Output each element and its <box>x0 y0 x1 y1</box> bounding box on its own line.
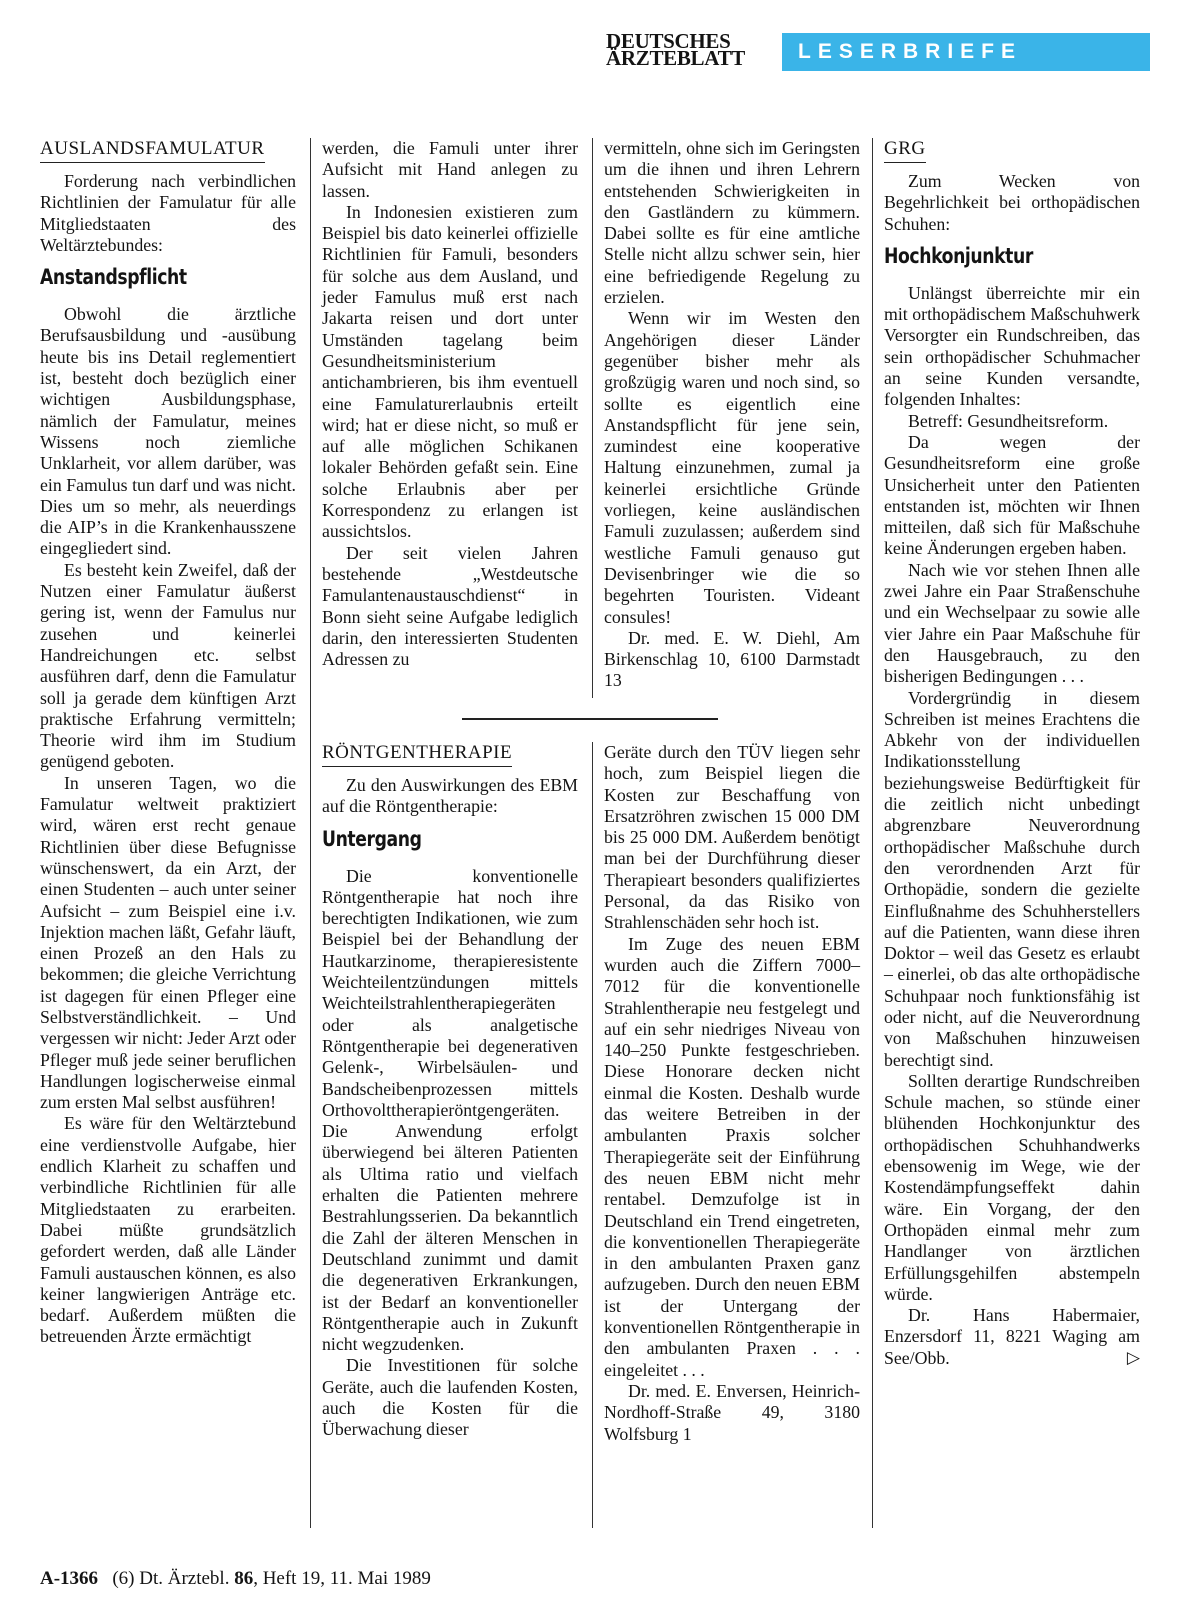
article3-paragraph: Sollten derartige Rundschreiben Schule machen, so stünde einer blühenden Hochkonjunktur des orthopädischen Schuhhandwerks ebensowenig im Wege, wie der Kostendämpfungseffekt dahin wäre. Ein Vorgang, der den Orthopäden einmal mehr zum Handlanger von ärztlichen Erfüllungsgehilfen abstempeln würde. <box>884 1070 1140 1304</box>
journal-title-line2: ÄRZTEBLATT <box>606 46 745 70</box>
article1-intro: Forderung nach verbindlichen Richtlinien der Famulatur für alle Mitgliedstaaten des Weltärztebundes: <box>40 171 296 255</box>
article3-signature: Dr. Hans Habermaier, Enzersdorf 11, 8221 Waging am See/Obb. <box>884 1305 1140 1368</box>
article3-signature-block <box>884 1305 1140 1369</box>
citation-volume: 86 <box>234 1568 254 1589</box>
article3-headline: Hochkonjunktur <box>884 243 1033 268</box>
column-divider <box>592 742 593 1528</box>
article1-paragraph: In Indonesien existieren zum Beispiel bis dato keinerlei offizielle Richtlinien für Famuli, besonders für solche aus dem Ausland, und jeder Famulus muß erst nach Jakarta reisen und dort unter Umständen tagelang beim Gesundheitsministerium antichambrieren, bis ihm eventuell eine Famulaturerlaubnis erteilt wird; hat er diese nicht, so muß er auf alle möglichen Schikanen lokaler Behörden gefaßt sein. Eine solche Erlaubnis aber per Korrespondenz zu erlangen ist aussichtslos. <box>322 201 578 542</box>
article1-paragraph: Wenn wir im Westen den Angehörigen dieser Länder gegenüber bisher mehr als großzügig waren und noch sind, so sollte es eigentlich eine Anstandspflicht für jene sein, zumindest eine kooperative Haltung einzunehmen, zumal ja keinerlei ersichtliche Gründe vorliegen, keine ausländischen Famuli zuzulassen; außerdem sind westliche Famuli genauso gut Devisenbringer wie die so begehrten Touristen. Videant consules! <box>604 308 860 627</box>
article2-paragraph: Die Investitionen für solche Geräte, auch die laufenden Kosten, auch die Kosten für die Überwachung dieser <box>322 1355 578 1440</box>
article3-paragraph: Da wegen der Gesundheitsreform eine große Unsicherheit unter den Patienten entstanden ist, möchten wir Ihnen mitteilen, daß sich für Maßschuhe keine Änderungen ergeben haben. <box>884 431 1140 559</box>
article3-paragraph: Nach wie vor stehen Ihnen alle zwei Jahre ein Paar Straßenschuhe und ein Wechselpaar zu sowie alle vier Jahre ein Paar Maßschuhe für den Hausgebrauch, zu den bisherigen Bedingungen . . . <box>884 559 1140 687</box>
article3-paragraph: Unlängst überreichte mir ein mit orthopädischem Maßschuhwerk Versorgter ein Rundschreiben, das sein orthopädischer Schuhmacher an seine Kunden versandte, folgenden Inhaltes: <box>884 282 1140 410</box>
article3-intro: Zum Wecken von Begehrlichkeit bei orthopädischen Schuhen: <box>884 171 1140 234</box>
page-footer <box>40 1568 431 1590</box>
column-divider <box>592 138 593 698</box>
article-separator <box>462 718 718 720</box>
citation-issue: , Heft 19, 11. Mai 1989 <box>253 1568 431 1589</box>
column-2-top <box>322 138 578 670</box>
article1-paragraph: Es besteht kein Zweifel, daß der Nutzen einer Famulatur äußerst gering ist, wenn der Famulus nur zusehen und keinerlei Handreichungen etc. selbst ausführen darf, denn die Famulatur soll ja gerade dem künftigen Arzt praktische Erfahrung vermitteln; Theorie wird ihm im Studium genügend geboten. <box>40 559 296 772</box>
column-divider <box>310 138 311 1528</box>
article2-signature: Dr. med. E. Enversen, Heinrich-Nordhoff-Straße 49, 3180 Wolfsburg 1 <box>604 1380 860 1444</box>
article2-headline: Untergang <box>322 826 422 851</box>
column-2-bottom <box>322 742 578 1441</box>
article2-paragraph: Im Zuge des neuen EBM wurden auch die Ziffern 7000–7012 für die konventionelle Strahlentherapie neu festgelegt und auf ein sehr niedriges Niveau von 140–250 Punkte festgeschrieben. Diese Honorare decken nicht einmal die Kosten. Deshalb wurde das weitere Betreiben in der ambulanten Praxis solcher Therapiegeräte seit der Einführung des neuen EBM nicht mehr rentabel. Demzufolge ist in Deutschland ein Trend eingetreten, die konventionellen Therapiegeräte in den ambulanten Praxen ganz aufzugeben. Durch den neuen EBM ist der Untergang der konventionellen Röntgentherapie in den ambulanten Praxen . . . eingeleitet . . . <box>604 933 860 1380</box>
article1-paragraph: werden, die Famuli unter ihrer Aufsicht mit Hand anlegen zu lassen. <box>322 138 578 201</box>
article1-signature: Dr. med. E. W. Diehl, Am Birkenschlag 10, 6100 Darmstadt 13 <box>604 627 860 691</box>
section-banner: LESERBRIEFE <box>782 33 1150 71</box>
citation-journal: (6) Dt. Ärztebl. <box>112 1568 230 1589</box>
page-number: A-1366 <box>40 1568 99 1589</box>
column-3-bottom <box>604 742 860 1445</box>
article1-paragraph: In unseren Tagen, wo die Famulatur weltweit praktiziert wird, wären erst recht genaue Richtlinien über diese Befugnisse wünschenswert, da ein Arzt, der einen Studenten – auch unter seiner Aufsicht – zum Beispiel eine i.v. Injektion machen läßt, Gefahr läuft, einen Prozeß an den Hals zu bekommen; die gleiche Verrichtung ist dagegen für einen Pfleger eine Selbstverständlichkeit. – Und vergessen wir nicht: Jeder Arzt oder Pfleger muß jede seiner beruflichen Handlungen logischerweise einmal zum ersten Mal selbst ausführen! <box>40 772 296 1113</box>
article1-paragraph: Es wäre für den Weltärztebund eine verdienstvolle Aufgabe, hier endlich Klarheit zu schaffen und verbindliche Richtlinien für alle Mitgliedstaaten zu erarbeiten. Dabei müßte grundsätzlich gefordert werden, daß alle Länder Famuli austauschen können, es also keiner langwierigen Anträge etc. bedarf. Außerdem müßten die betreuenden Ärzte ermächtigt <box>40 1113 296 1347</box>
article3-paragraph: Vordergründig in diesem Schreiben ist meines Erachtens die Abkehr von der individuellen Indikationsstellung beziehungsweise Bedürftigkeit für die zeitlich nicht unbedingt abgrenzbare Neuverordnung orthopädischer Maßschuhe durch den verordnenden Arzt für Orthopädie, sondern die gezielte Einflußnahme des Schuhherstellers auf die Patienten, wann diese ihren Doktor – weil das Gesetz es erlaubt – einerlei, ob das alte orthopädische Schuhpaar noch funktionsfähig ist oder nicht, auf die Neuverordnung von Maßschuhen hinzuweisen berechtigt sind. <box>884 687 1140 1070</box>
article2-intro: Zu den Auswirkungen des EBM auf die Röntgentherapie: <box>322 775 578 817</box>
column-divider <box>872 138 873 1528</box>
column-1 <box>40 138 296 1348</box>
article1-paragraph: Obwohl die ärztliche Berufsausbildung und -ausübung heute bis ins Detail reglementiert ist, besteht doch bezüglich einer wichtigen Ausbildungsphase, nämlich der Famulatur, meines Wissens noch ziemliche Unklarheit, vor allem darüber, was ein Famulus tun darf und was nicht. Dies um so mehr, als neuerdings die AIP’s in die Krankenhausszene eingegliedert sind. <box>40 304 296 559</box>
article2-paragraph: Geräte durch den TÜV liegen sehr hoch, zum Beispiel liegen die Kosten zur Beschaffung von Ersatzröhren zwischen 15 000 DM bis 25 000 DM. Außerdem benötigt man bei der Durchführung dieser Therapieart besonders qualifiziertes Personal, da das Risiko von Strahlenschäden sehr hoch ist. <box>604 742 860 933</box>
article2-kicker: RÖNTGENTHERAPIE <box>322 742 512 767</box>
article1-headline: Anstandspflicht <box>40 265 187 290</box>
continue-arrow-icon: ▷ <box>1126 1347 1140 1368</box>
journal-title <box>606 29 745 70</box>
article1-kicker: AUSLANDSFAMULATUR <box>40 138 265 163</box>
masthead <box>606 29 1150 71</box>
article1-paragraph: vermitteln, ohne sich im Geringsten um die ihnen und ihren Lehrern entstehenden Schwierigkeiten in den Gastländern zu kümmern. Dabei sollte es für eine amtliche Stelle nicht allzu schwer sein, hier eine befriedigende Regelung zu erzielen. <box>604 138 860 308</box>
article3-paragraph: Betreff: Gesundheitsreform. <box>908 410 1109 431</box>
article3-kicker: GRG <box>884 138 926 163</box>
journal-title-line1: DEUTSCHES <box>606 29 731 53</box>
column-4 <box>884 138 1140 1369</box>
column-3-top <box>604 138 860 692</box>
article1-paragraph: Der seit vielen Jahren bestehende „Westdeutsche Famulantenaustauschdienst“ in Bonn sieht seine Aufgabe lediglich darin, den interessierten Studenten Adressen zu <box>322 542 578 670</box>
article2-paragraph: Die konventionelle Röntgentherapie hat noch ihre berechtigten Indikationen, wie zum Beispiel bei der Behandlung der Hautkarzinome, therapieresistente Weichteilentzündungen mittels Weichteilstrahlentherapiegeräten oder als analgetische Röntgentherapie bei degenerativen Gelenk-, Wirbelsäulen- und Bandscheibenprozessen mittels Orthovolttherapieröntgengeräten. Die Anwendung erfolgt überwiegend bei älteren Patienten als Ultima ratio und vielfach erhalten die Patienten mehrere Bestrahlungsserien. Da bekanntlich die Zahl der älteren Menschen in Deutschland zunimmt und damit die degenerativen Erkrankungen, ist der Bedarf an konventioneller Röntgentherapie auch in Zukunft nicht wegzudenken. <box>322 865 578 1355</box>
